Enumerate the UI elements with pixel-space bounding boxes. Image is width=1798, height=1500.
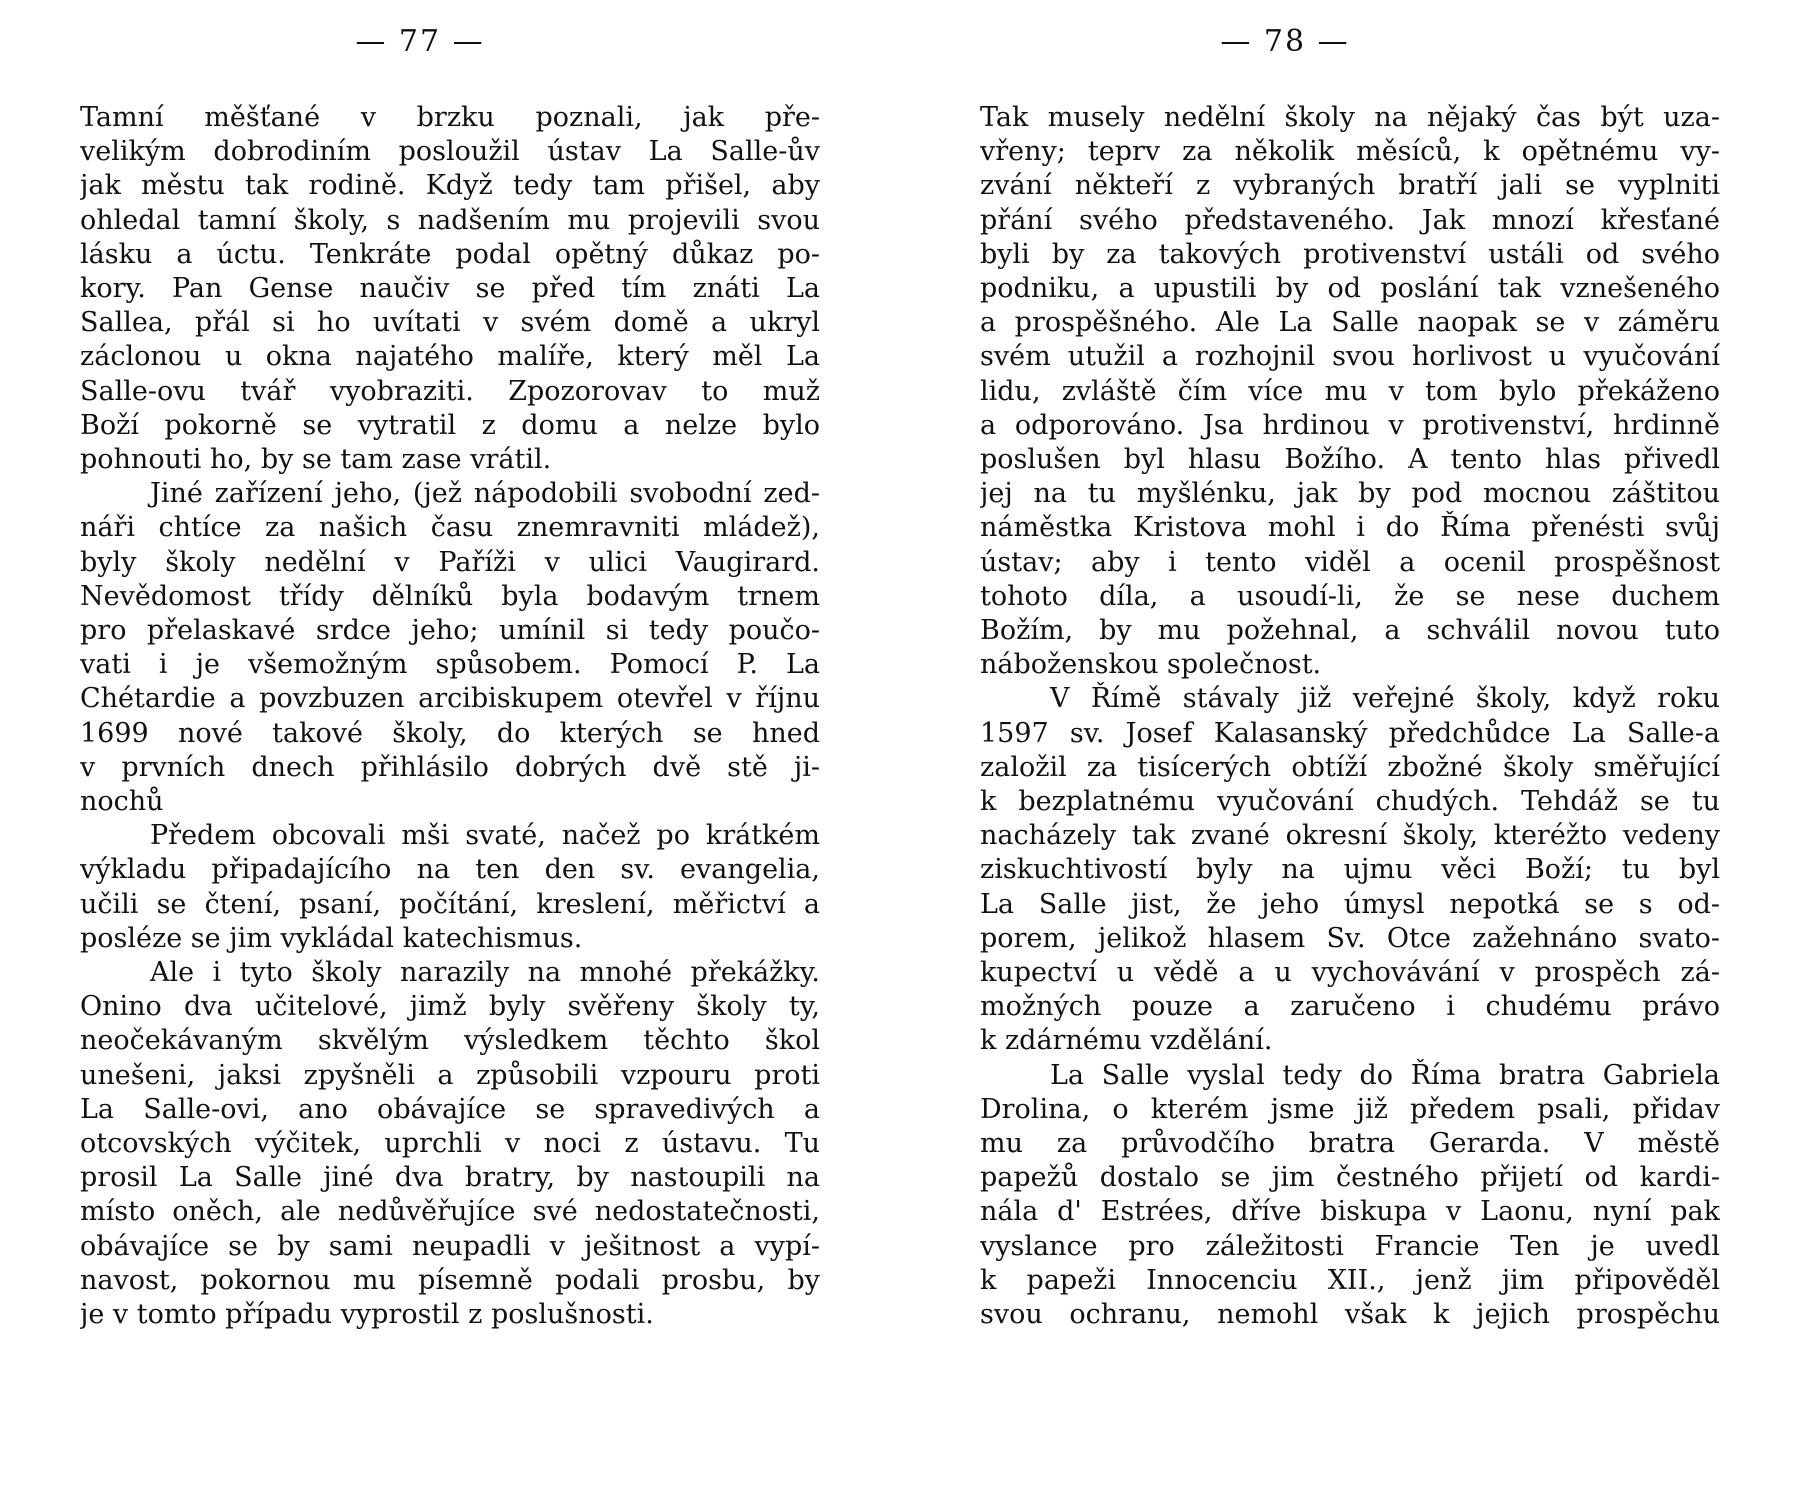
text-line: náři chtíce za našich času znemravniti mládež), xyxy=(80,512,820,544)
text-line: La Salle jist, že jeho úmysl nepotká se s od- xyxy=(980,888,1720,920)
text-line: nacházely tak zvané okresní školy, kteréžto vedeny xyxy=(980,820,1720,852)
text-line: Boží pokorně se vytratil z domu a nelze bylo xyxy=(80,409,820,441)
text-line: lásku a úctu. Tenkráte podal opětný důkaz po- xyxy=(80,238,820,270)
text-line: náměstka Kristova mohl i do Říma přenésti svůj xyxy=(980,512,1720,544)
text-line: tohoto díla, a usoudí-li, že se nese duchem xyxy=(980,580,1720,612)
text-line: záclonou u okna najatého malíře, který měl La xyxy=(80,341,820,373)
text-line: a odporováno. Jsa hrdinou v protivenství, hrdinně xyxy=(980,409,1720,441)
text-line: nochů xyxy=(80,786,164,817)
text-line: porem, jelikož hlasem Sv. Otce zažehnáno svato- xyxy=(980,922,1720,954)
text-line: pohnouti ho, by se tam zase vrátil. xyxy=(80,444,552,475)
text-line: posléze se jim vykládal katechismus. xyxy=(80,922,583,954)
page-number: — 77 — xyxy=(355,24,485,59)
text-line: navost, pokornou mu písemně podali prosbu, by xyxy=(80,1264,820,1296)
text-line: obávajíce se by sami neupadli v ješitnost a vypí- xyxy=(80,1230,820,1262)
text-line: Sallea, přál si ho uvítati v svém domě a ukryl xyxy=(80,307,820,339)
text-line: Onino dva učitelové, jimž byly svěřeny školy ty, xyxy=(80,991,820,1023)
text-line: místo oněch, ale nedůvěřujíce své nedostatečnosti, xyxy=(80,1196,820,1228)
text-line: La Salle-ovi, ano obávajíce se spravedivých a xyxy=(80,1093,820,1125)
text-line: je v tomto případu vyprostil z poslušnosti. xyxy=(80,1299,654,1330)
text-line: byly školy nedělní v Paříži v ulici Vaugirard. xyxy=(80,546,820,578)
text-line: jak městu tak rodině. Když tedy tam přišel, aby xyxy=(80,170,820,202)
text-line: nála d' Estrées, dříve biskupa v Laonu, nyní pak xyxy=(980,1196,1720,1228)
text-line: byli by za takových protivenství ustáli od svého xyxy=(980,238,1720,270)
text-line: 1597 sv. Josef Kalasanský předchůdce La Salle-a xyxy=(980,717,1720,749)
text-line: Tamní měšťané v brzku poznali, jak pře- xyxy=(80,102,820,133)
text-line: poslušen byl hlasu Božího. A tento hlas přivedl xyxy=(980,444,1720,475)
text-line: Chétardie a povzbuzen arcibiskupem otevřel v říjnu xyxy=(80,683,820,715)
page-number: — 78 — xyxy=(1220,24,1350,59)
text-line: ohledal tamní školy, s nadšením mu projevili svou xyxy=(80,204,820,236)
text-line: Nevědomost třídy dělníků byla bodavým trnem xyxy=(80,580,820,612)
text-line: 1699 nové takové školy, do kterých se hned xyxy=(80,717,820,749)
text-line: jej na tu myšlénku, jak by pod mocnou záštitou xyxy=(980,478,1720,510)
text-line: papežů dostalo se jim čestného přijetí od kardi- xyxy=(980,1162,1720,1194)
text-line: k zdárnému vzdělání. xyxy=(980,1025,1273,1057)
text-line: Jiné zařízení jeho, (jež nápodobili svobodní zed- xyxy=(150,478,820,510)
text-line: v prvních dnech přihlásilo dobrých dvě stě ji- xyxy=(80,751,820,783)
text-line: výkladu připadajícího na ten den sv. evangelia, xyxy=(80,854,820,886)
text-line: neočekávaným skvělým výsledkem těchto škol xyxy=(80,1025,820,1057)
text-line: otcovských výčitek, uprchli v noci z ústavu. Tu xyxy=(80,1128,820,1159)
text-line: vřeny; teprv za několik měsíců, k opětnému vy- xyxy=(980,136,1720,168)
text-line: vyslance pro záležitosti Francie Ten je uvedl xyxy=(980,1230,1720,1262)
text-line: podniku, a upustili by od poslání tak vznešeného xyxy=(980,273,1720,304)
text-line: svém utužil a rozhojnil svou horlivost u vyučování xyxy=(980,341,1720,373)
text-line: vati i je všemožným spůsobem. Pomocí P. La xyxy=(80,649,820,681)
text-line: mu za průvodčího bratra Gerarda. V městě xyxy=(980,1128,1720,1159)
text-line: prosil La Salle jiné dva bratry, by nastoupili na xyxy=(80,1162,820,1194)
text-line: Drolina, o kterém jsme již předem psali, přidav xyxy=(980,1093,1720,1125)
text-line: La Salle vyslal tedy do Říma bratra Gabriela xyxy=(1050,1059,1720,1091)
text-line: a prospěšného. Ale La Salle naopak se v záměru xyxy=(980,307,1720,339)
text-line: kory. Pan Gense naučiv se před tím znáti La xyxy=(80,273,820,304)
text-line: pro přelaskavé srdce jeho; umínil si tedy poučo- xyxy=(80,615,820,646)
text-line: ústav; aby i tento viděl a ocenil prospěšnost xyxy=(980,546,1720,578)
text-line: přání svého představeného. Jak mnozí křesťané xyxy=(980,204,1720,236)
text-line: učili se čtení, psaní, počítání, kreslení, měřictví a xyxy=(80,888,820,920)
text-line: Tak musely nedělní školy na nějaký čas být uza- xyxy=(980,102,1720,133)
text-line: k papeži Innocenciu XII., jenž jim připověděl xyxy=(980,1264,1720,1296)
text-line: k bezplatnému vyučování chudých. Tehdáž se tu xyxy=(980,786,1720,817)
text-line: Salle-ovu tvář vyobraziti. Zpozorovav to muž xyxy=(80,375,820,407)
text-line: Božím, by mu požehnal, a schválil novou tuto xyxy=(980,615,1720,646)
text-line: V Římě stávaly již veřejné školy, když roku xyxy=(1050,683,1720,715)
text-line: Ale i tyto školy narazily na mnohé překážky. xyxy=(150,957,820,988)
text-line: možných pouze a zaručeno i chudému právo xyxy=(980,991,1720,1023)
text-line: svou ochranu, nemohl však k jejich prospěchu xyxy=(980,1299,1720,1330)
text-line: velikým dobrodiním posloužil ústav La Salle-ův xyxy=(80,136,820,168)
text-line: unešeni, jaksi zpyšněli a způsobili vzpouru proti xyxy=(80,1059,820,1091)
text-line: lidu, zvláště čím více mu v tom bylo překáženo xyxy=(980,375,1720,407)
text-line: náboženskou společnost. xyxy=(980,649,1322,681)
text-line: kupectví u vědě a u vychovávání v prospěch zá- xyxy=(980,957,1720,988)
text-line: zvání někteří z vybraných bratří jali se vyplniti xyxy=(980,170,1720,202)
text-line: založil za tisícerých obtíží zbožné školy směřující xyxy=(980,751,1720,783)
text-line: Předem obcovali mši svaté, načež po krátkém xyxy=(150,820,820,852)
text-line: ziskuchtivostí byly na ujmu věci Boží; tu byl xyxy=(980,854,1720,886)
